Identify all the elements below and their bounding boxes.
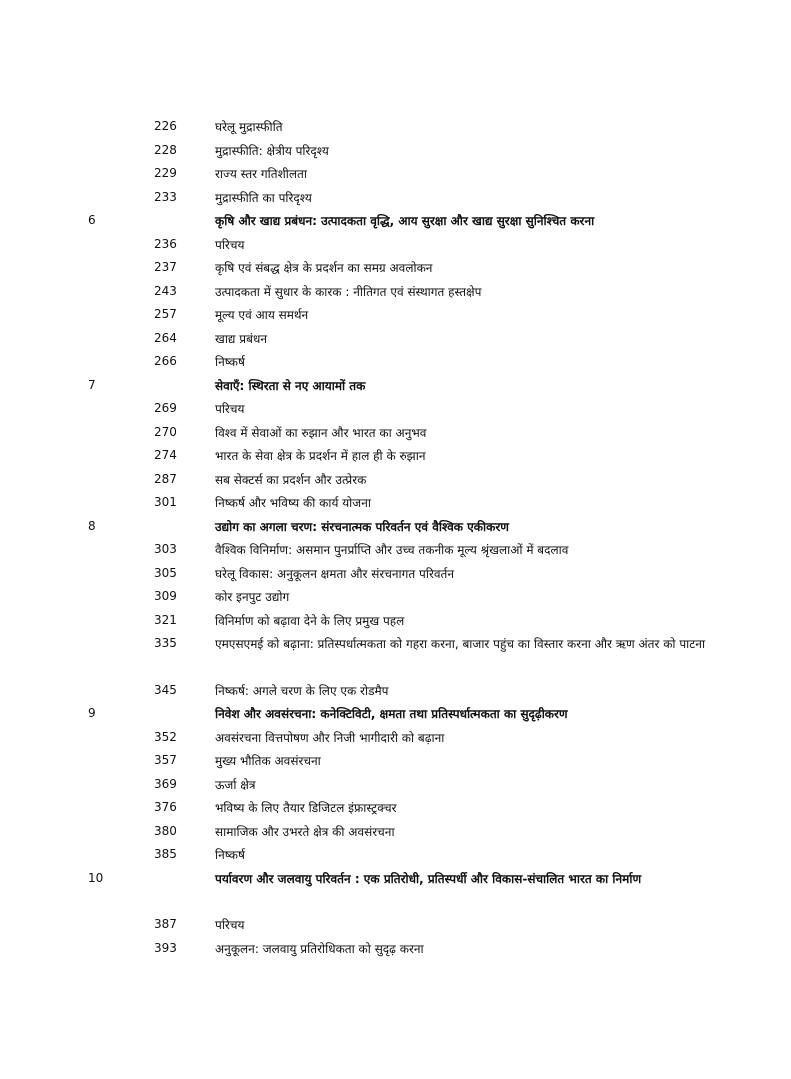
page-number: 385 [154, 847, 177, 862]
section-title: मुख्य भौतिक अवसंरचना [215, 754, 321, 769]
page-number: 301 [154, 495, 177, 509]
page-number: 269 [154, 401, 177, 415]
page-number: 369 [154, 776, 177, 791]
page-number: 287 [154, 471, 177, 486]
section-title: विश्व में सेवाओं का रुझान और भारत का अनुभव [215, 425, 427, 440]
page-number: 237 [154, 260, 177, 274]
page-number: 229 [154, 166, 177, 180]
page-number: 380 [154, 823, 177, 838]
section-title: उत्पादकता में सुधार के कारक : नीतिगत एवं संस्थागत हस्तक्षेप [215, 284, 482, 299]
page-number: 345 [154, 682, 177, 697]
section-title: निष्कर्ष: अगले चरण के लिए एक रोडमैप [215, 683, 389, 698]
section-title: खाद्य प्रबंधन [215, 331, 268, 346]
page-number: 228 [154, 142, 177, 157]
section-title: मुद्रास्फीति का परिदृश्य [215, 190, 312, 205]
page-number: 352 [154, 729, 177, 744]
page-number: 303 [154, 542, 177, 556]
section-title: विनिर्माण को बढ़ावा देने के लिए प्रमुख पहल [215, 613, 405, 628]
page-number: 266 [154, 354, 177, 368]
section-title: भारत के सेवा क्षेत्र के प्रदर्शन में हाल ही के रुझान [215, 449, 426, 463]
section-title: सब सेक्टर्स का प्रदर्शन और उत्प्रेरक [215, 472, 367, 487]
page-number: 393 [154, 940, 177, 955]
page-number: 309 [154, 589, 177, 603]
section-title: घरेलू विकास: अनुकूलन क्षमता और संरचनागत परिवर्तन [215, 566, 455, 581]
page-number: 335 [154, 636, 177, 650]
page-number: 274 [154, 448, 177, 462]
chapter-number: 10 [88, 870, 104, 885]
section-title: वैश्विक विनिर्माण: असमान पुनर्प्राप्ति और उच्च तकनीक मूल्य श्रृंखलाओं में बदलाव [215, 543, 569, 557]
section-title: परिचय [215, 237, 245, 252]
section-title: परिचय [215, 402, 245, 416]
page-number: 270 [154, 424, 177, 439]
section-title: घरेलू मुद्रास्फीति [215, 120, 283, 134]
section-title: मूल्य एवं आय समर्थन [215, 308, 309, 322]
section-title: अनुकूलन: जलवायु प्रतिरोधिकता को सुदृढ़ करना [215, 941, 424, 956]
chapter-number: 6 [88, 213, 96, 227]
page-number: 233 [154, 189, 177, 204]
section-title: भविष्य के लिए तैयार डिजिटल इंफ्रास्ट्रक्चर [215, 801, 397, 816]
page-number: 357 [154, 753, 177, 768]
page-number: 226 [154, 119, 177, 133]
page-number: 264 [154, 330, 177, 345]
section-title: कृषि एवं संबद्ध क्षेत्र के प्रदर्शन का समग्र अवलोकन [215, 261, 433, 275]
section-title: सामाजिक और उभरते क्षेत्र की अवसंरचना [215, 824, 395, 839]
section-title: एमएसएमई को बढ़ाना: प्रतिस्पर्धात्मकता को गहरा करना, बाजार पहुंच का विस्तार करना और ऋण अंतर को पाटना [215, 637, 706, 651]
section-title: निष्कर्ष और भविष्य की कार्य योजना [215, 496, 371, 510]
page-number: 236 [154, 236, 177, 251]
section-title: मुद्रास्फीति: क्षेत्रीय परिदृश्य [215, 143, 329, 158]
chapter-number: 9 [88, 706, 96, 721]
chapter-number: 8 [88, 518, 96, 533]
page-number: 321 [154, 612, 177, 627]
chapter-title: उद्योग का अगला चरण: संरचनात्मक परिवर्तन एवं वैश्विक एकीकरण [215, 519, 509, 534]
chapter-number: 7 [88, 377, 96, 392]
chapter-title: सेवाएँ: स्थिरता से नए आयामों तक [215, 378, 366, 393]
section-title: परिचय [215, 918, 245, 933]
page-number: 257 [154, 307, 177, 321]
chapter-title: निवेश और अवसंरचना: कनेक्टिविटी, क्षमता तथा प्रतिस्पर्धात्मकता का सुदृढ़ीकरण [215, 707, 568, 722]
page-number: 387 [154, 917, 177, 932]
section-title: अवसंरचना वित्तपोषण और निजी भागीदारी को बढ़ाना [215, 730, 445, 745]
section-title: ऊर्जा क्षेत्र [215, 777, 256, 792]
page-number: 243 [154, 283, 177, 298]
section-title: निष्कर्ष [215, 848, 245, 863]
section-title: कोर इनपुट उद्योग [215, 590, 290, 604]
section-title: राज्य स्तर गतिशीलता [215, 167, 307, 181]
page-number: 376 [154, 800, 177, 815]
page-number: 305 [154, 565, 177, 580]
chapter-title: कृषि और खाद्य प्रबंधन: उत्पादकता वृद्धि, आय सुरक्षा और खाद्य सुरक्षा सुनिश्चित करना [215, 214, 595, 228]
section-title: निष्कर्ष [215, 355, 245, 369]
chapter-title: पर्यावरण और जलवायु परिवर्तन : एक प्रतिरोधी, प्रतिस्पर्धी और विकास-संचालित भारत का निर्माण [215, 871, 642, 886]
